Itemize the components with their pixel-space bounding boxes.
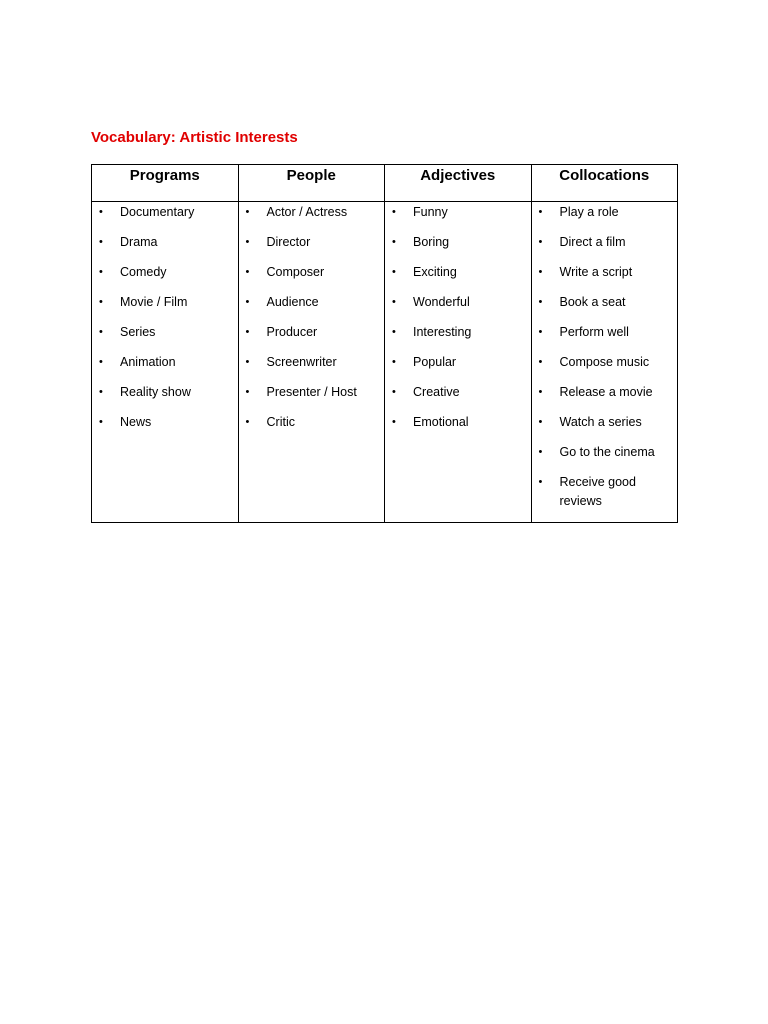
bullet-icon: •	[99, 266, 103, 278]
list-item	[92, 413, 238, 432]
list-item	[385, 413, 531, 432]
bullet-icon: •	[392, 236, 396, 248]
list-item	[239, 323, 385, 342]
bullet-icon: •	[538, 206, 543, 218]
list-item-text: Watch a series	[559, 415, 642, 429]
list-item-text: Release a movie	[559, 385, 653, 399]
list-item	[532, 443, 678, 462]
bullet-icon: •	[245, 236, 250, 248]
list-item-text: Series	[120, 325, 156, 339]
bullet-icon: •	[245, 296, 250, 308]
list-item	[92, 323, 238, 342]
bullet-icon: •	[538, 326, 543, 338]
list-item	[385, 353, 531, 372]
list-item	[385, 293, 531, 312]
bullet-icon: •	[392, 356, 396, 368]
list-item-text: Wonderful	[413, 295, 470, 309]
list-item	[239, 263, 385, 282]
list-item	[532, 203, 678, 222]
list-item	[385, 383, 531, 402]
bullet-icon: •	[538, 446, 543, 458]
list-item	[532, 323, 678, 342]
document-title: Vocabulary: Artistic Interests	[91, 129, 298, 146]
bullet-icon: •	[99, 416, 103, 428]
list-item-text: Screenwriter	[266, 355, 337, 369]
list-item-text: Perform well	[559, 325, 629, 339]
header-adjectives: Adjectives	[385, 165, 532, 202]
programs-list	[92, 202, 238, 432]
bullet-icon: •	[538, 266, 543, 278]
list-item-text: Boring	[413, 235, 450, 249]
collocations-cell	[531, 202, 678, 523]
bullet-icon: •	[245, 416, 250, 428]
bullet-icon: •	[99, 206, 103, 218]
bullet-icon: •	[538, 236, 543, 248]
header-people: People	[238, 165, 385, 202]
bullet-icon: •	[538, 416, 543, 428]
list-item-text: Write a script	[559, 265, 633, 279]
bullet-icon: •	[392, 386, 396, 398]
list-item-text: Go to the cinema	[559, 445, 655, 459]
bullet-icon: •	[538, 296, 543, 308]
bullet-icon: •	[245, 356, 250, 368]
list-item	[92, 263, 238, 282]
list-item	[92, 203, 238, 222]
bullet-icon: •	[538, 356, 543, 368]
list-item	[532, 413, 678, 432]
list-item	[239, 233, 385, 252]
header-programs: Programs	[92, 165, 239, 202]
list-item-text: Creative	[413, 385, 460, 399]
list-item-text: Composer	[266, 265, 325, 279]
list-item-text: Audience	[266, 295, 319, 309]
list-item-text: Receive good reviews	[559, 475, 636, 508]
list-item	[385, 203, 531, 222]
list-item	[239, 383, 385, 402]
table-header-row	[92, 165, 678, 202]
list-item-text: Reality show	[120, 385, 191, 399]
bullet-icon: •	[245, 326, 250, 338]
list-item-text: Animation	[120, 355, 176, 369]
bullet-icon: •	[99, 296, 103, 308]
list-item-text: Documentary	[120, 205, 195, 219]
bullet-icon: •	[392, 266, 396, 278]
list-item	[532, 293, 678, 312]
people-list	[239, 202, 385, 432]
table-row	[92, 202, 678, 523]
list-item-text: Director	[266, 235, 311, 249]
list-item-text: Book a seat	[559, 295, 626, 309]
list-item	[532, 233, 678, 252]
list-item-text: Funny	[413, 205, 448, 219]
programs-cell	[92, 202, 239, 523]
list-item	[92, 383, 238, 402]
list-item	[385, 233, 531, 252]
bullet-icon: •	[392, 296, 396, 308]
bullet-icon: •	[99, 236, 103, 248]
list-item	[385, 323, 531, 342]
list-item-text: Compose music	[559, 355, 650, 369]
adjectives-list	[385, 202, 531, 432]
list-item-text: News	[120, 415, 152, 429]
bullet-icon: •	[392, 206, 396, 218]
list-item	[92, 353, 238, 372]
bullet-icon: •	[99, 386, 103, 398]
bullet-icon: •	[538, 476, 543, 488]
list-item	[385, 263, 531, 282]
bullet-icon: •	[392, 416, 396, 428]
list-item	[532, 263, 678, 282]
list-item-text: Movie / Film	[120, 295, 188, 309]
list-item-text: Comedy	[120, 265, 167, 279]
list-item-text: Popular	[413, 355, 457, 369]
list-item	[239, 293, 385, 312]
list-item	[239, 353, 385, 372]
bullet-icon: •	[245, 386, 250, 398]
list-item-text: Presenter / Host	[266, 385, 357, 399]
bullet-icon: •	[245, 266, 250, 278]
vocabulary-table	[91, 164, 678, 523]
bullet-icon: •	[538, 386, 543, 398]
list-item	[92, 293, 238, 312]
bullet-icon: •	[99, 326, 103, 338]
list-item-text: Exciting	[413, 265, 457, 279]
bullet-icon: •	[99, 356, 103, 368]
list-item-text: Direct a film	[559, 235, 626, 249]
list-item-text: Critic	[266, 415, 295, 429]
list-item-text: Producer	[266, 325, 318, 339]
list-item	[532, 383, 678, 402]
list-item-text: Emotional	[413, 415, 469, 429]
list-item	[532, 473, 678, 511]
bullet-icon: •	[245, 206, 250, 218]
people-cell	[238, 202, 385, 523]
header-collocations: Collocations	[531, 165, 678, 202]
list-item-text: Actor / Actress	[266, 205, 348, 219]
bullet-icon: •	[392, 326, 396, 338]
list-item-text: Drama	[120, 235, 158, 249]
collocations-list	[532, 202, 678, 511]
list-item	[532, 353, 678, 372]
list-item	[239, 203, 385, 222]
list-item	[92, 233, 238, 252]
list-item	[239, 413, 385, 432]
adjectives-cell	[385, 202, 532, 523]
list-item-text: Play a role	[559, 205, 619, 219]
list-item-text: Interesting	[413, 325, 472, 339]
